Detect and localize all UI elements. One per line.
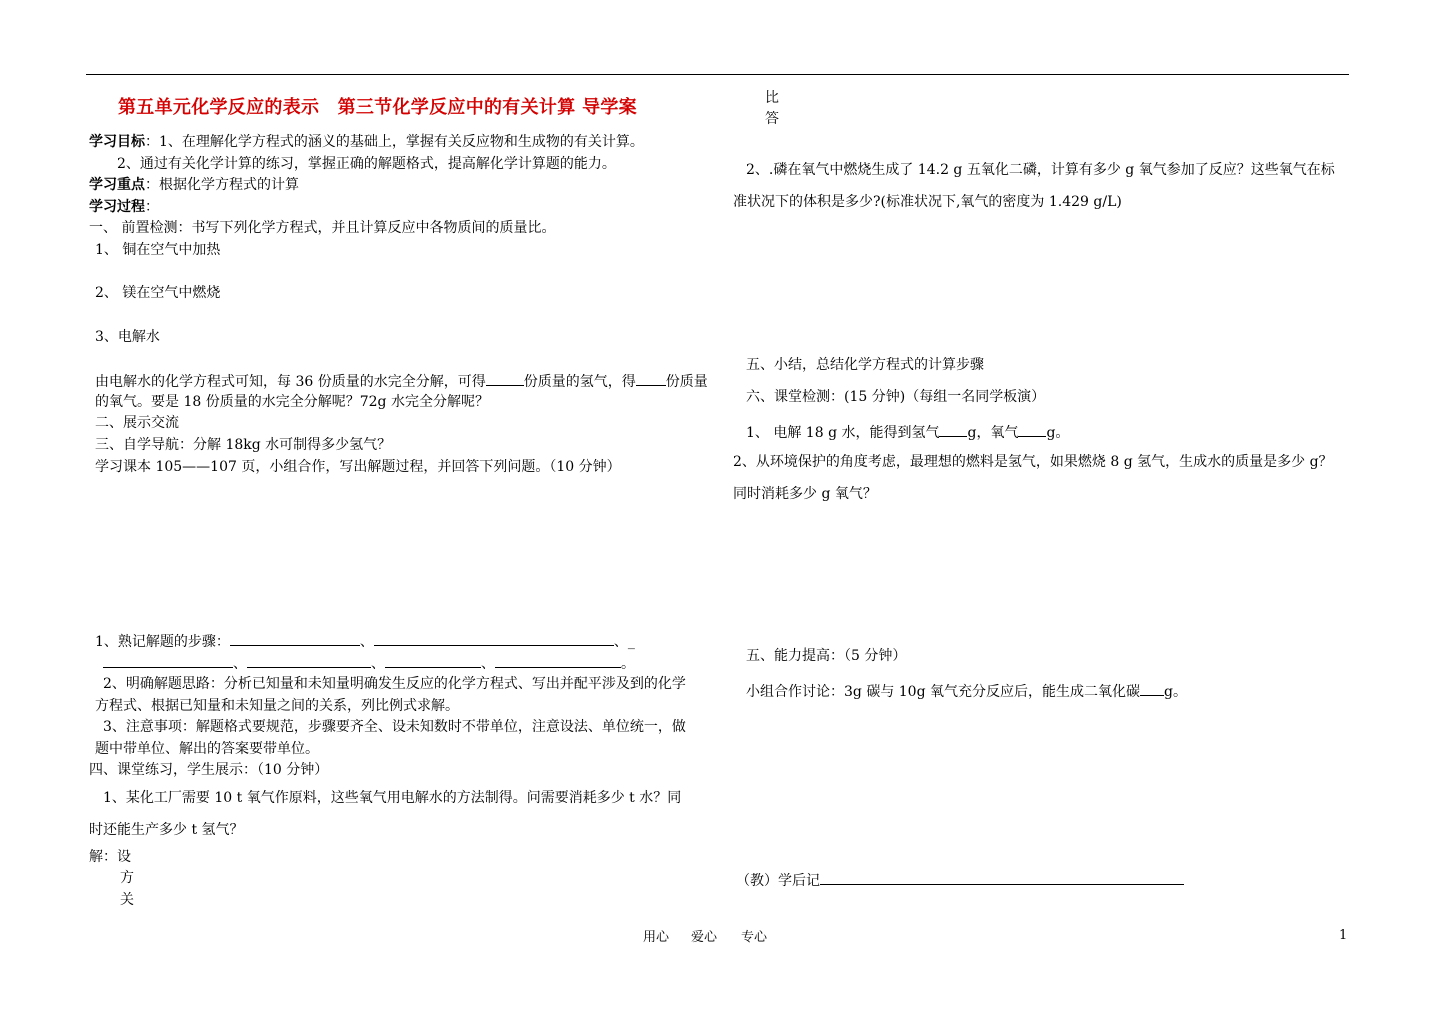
blank-step-6 — [495, 653, 621, 668]
blank-step-3 — [103, 653, 233, 668]
solution-step-set: 解：设 — [89, 849, 131, 865]
blank-hydrogen-mass — [939, 422, 967, 437]
section-7-heading: 五、能力提高：（5 分钟） — [746, 648, 907, 664]
exercise-1-line-2: 时还能生产多少 t 氢气？ — [89, 822, 244, 838]
learning-process-colon: ： — [145, 199, 159, 215]
blank-notes-line — [820, 870, 1184, 885]
question-3-line-2: 题中带单位、解出的答案要带单位。 — [95, 741, 319, 757]
learning-focus-label: 学习重点 — [89, 177, 145, 193]
section-1-item-2: 2、 镁在空气中燃烧 — [95, 285, 221, 301]
section-6-heading: 六、课堂检测：(15 分钟)（每组一名同学板演） — [746, 389, 1046, 405]
test-1-part-a: 1、 电解 18 g 水，能得到氢气 — [746, 425, 940, 441]
section-2-heading: 二、展示交流 — [95, 415, 179, 431]
blank-oxygen-mass — [1018, 422, 1046, 437]
para1-part-b: 份质量的氢气，得 — [523, 374, 636, 390]
solution-step-ratio: 比 — [765, 90, 779, 106]
separator-4: 、 — [371, 656, 385, 672]
section-5-summary: 五、小结，总结化学方程式的计算步骤 — [746, 357, 984, 373]
learning-process — [89, 198, 159, 216]
learning-focus-text: ：根据化学方程式的计算 — [145, 177, 299, 193]
separator-2: 、_ — [613, 634, 635, 650]
test-2-line-1: 2、从环境保护的角度考虑，最理想的燃料是氢气，如果燃烧 8 g 氢气，生成水的质量是多少 g？ — [733, 454, 1333, 470]
electrolysis-paragraph-line-2: 的氧气。要是 18 份质量的水完全分解呢？72g 水完全分解呢？ — [95, 394, 489, 410]
post-lesson-notes — [736, 870, 1184, 890]
document-title: 第五单元化学反应的表示 第三节化学反应中的有关计算 导学案 — [118, 97, 637, 118]
section-4-heading: 四、课堂练习，学生展示：（10 分钟） — [89, 762, 329, 778]
learning-focus — [89, 176, 299, 194]
learning-goals-text-1: ：1、在理解化学方程式的涵义的基础上，掌握有关反应物和生成物的有关计算。 — [145, 134, 644, 150]
learning-goals-text-2: 2、通过有关化学计算的练习，掌握正确的解题格式，提高解化学计算题的能力。 — [117, 156, 616, 172]
section-7-task-part-b: g。 — [1164, 684, 1187, 700]
section-1-item-1: 1、 铜在空气中加热 — [95, 242, 221, 258]
footer-word-1: 用心 — [643, 930, 670, 945]
section-7-task — [746, 681, 1187, 701]
para1-part-c: 份质量 — [665, 374, 708, 390]
learning-goals-label: 学习目标 — [89, 134, 145, 150]
separator-1: 、 — [359, 634, 374, 650]
test-1-part-b: g，氧气 — [967, 425, 1019, 441]
separator-3: 、 — [233, 656, 247, 672]
learning-goals — [89, 133, 644, 151]
question-1-end: 。 — [621, 656, 635, 672]
blank-step-2 — [374, 631, 614, 646]
question-2-line-2: 方程式、根据已知量和未知量之间的关系，列比例式求解。 — [95, 698, 459, 714]
section-3-task: 学习课本 105——107 页，小组合作，写出解题过程，并回答下列问题。（10 分钟） — [95, 459, 621, 475]
exercise-2-line-2: 准状况下的体积是多少?(标准状况下,氧气的密度为 1.429 g/L) — [733, 194, 1122, 210]
question-1-line-1 — [95, 631, 635, 651]
question-1-line-2 — [103, 653, 635, 673]
electrolysis-paragraph-line-1 — [95, 371, 708, 391]
blank-step-5 — [385, 653, 481, 668]
page-number: 1 — [1339, 928, 1348, 943]
question-3-line-1: 3、注意事项：解题格式要规范，步骤要齐全、设未知数时不带单位，注意设法、单位统一，做 — [103, 719, 686, 735]
solution-step-relation: 关 — [120, 892, 134, 908]
learning-process-label: 学习过程 — [89, 199, 145, 215]
section-3-heading: 三、自学导航：分解 18kg 水可制得多少氢气？ — [95, 437, 392, 453]
header-rule — [86, 74, 1349, 75]
para1-part-a: 由电解水的化学方程式可知，每 36 份质量的水完全分解，可得 — [95, 374, 486, 390]
blank-co2-mass — [1140, 681, 1164, 696]
section-1-item-3: 3、电解水 — [95, 329, 160, 345]
question-2-line-1: 2、明确解题思路：分析已知量和未知量明确发生反应的化学方程式、写出并配平涉及到的化学 — [103, 676, 686, 692]
blank-hydrogen-parts — [486, 371, 524, 386]
blank-step-4 — [247, 653, 371, 668]
footer-word-3: 专心 — [741, 930, 768, 945]
test-1 — [746, 422, 1069, 442]
solution-step-equation: 方 — [120, 870, 134, 886]
blank-step-1 — [230, 631, 360, 646]
post-lesson-notes-label: （教）学后记 — [736, 873, 820, 889]
exercise-2-line-1: 2、.磷在氧气中燃烧生成了 14.2 g 五氧化二磷，计算有多少 g 氧气参加了反应？这些氧气在标 — [746, 162, 1335, 178]
question-1-label: 1、熟记解题的步骤： — [95, 634, 230, 650]
exercise-1-line-1: 1、某化工厂需要 10 t 氧气作原料，这些氧气用电解水的方法制得。问需要消耗多少 t 水？同 — [103, 790, 682, 806]
blank-oxygen-parts — [636, 371, 666, 386]
test-1-part-c: g。 — [1046, 425, 1070, 441]
separator-5: 、 — [481, 656, 495, 672]
section-7-task-part-a: 小组合作讨论：3g 碳与 10g 氧气充分反应后，能生成二氧化碳 — [746, 684, 1140, 700]
section-1-heading: 一、 前置检测：书写下列化学方程式，并且计算反应中各物质间的质量比。 — [89, 220, 556, 236]
solution-step-answer: 答 — [765, 111, 779, 127]
footer-word-2: 爱心 — [691, 930, 718, 945]
test-2-line-2: 同时消耗多少 g 氧气？ — [733, 486, 877, 502]
